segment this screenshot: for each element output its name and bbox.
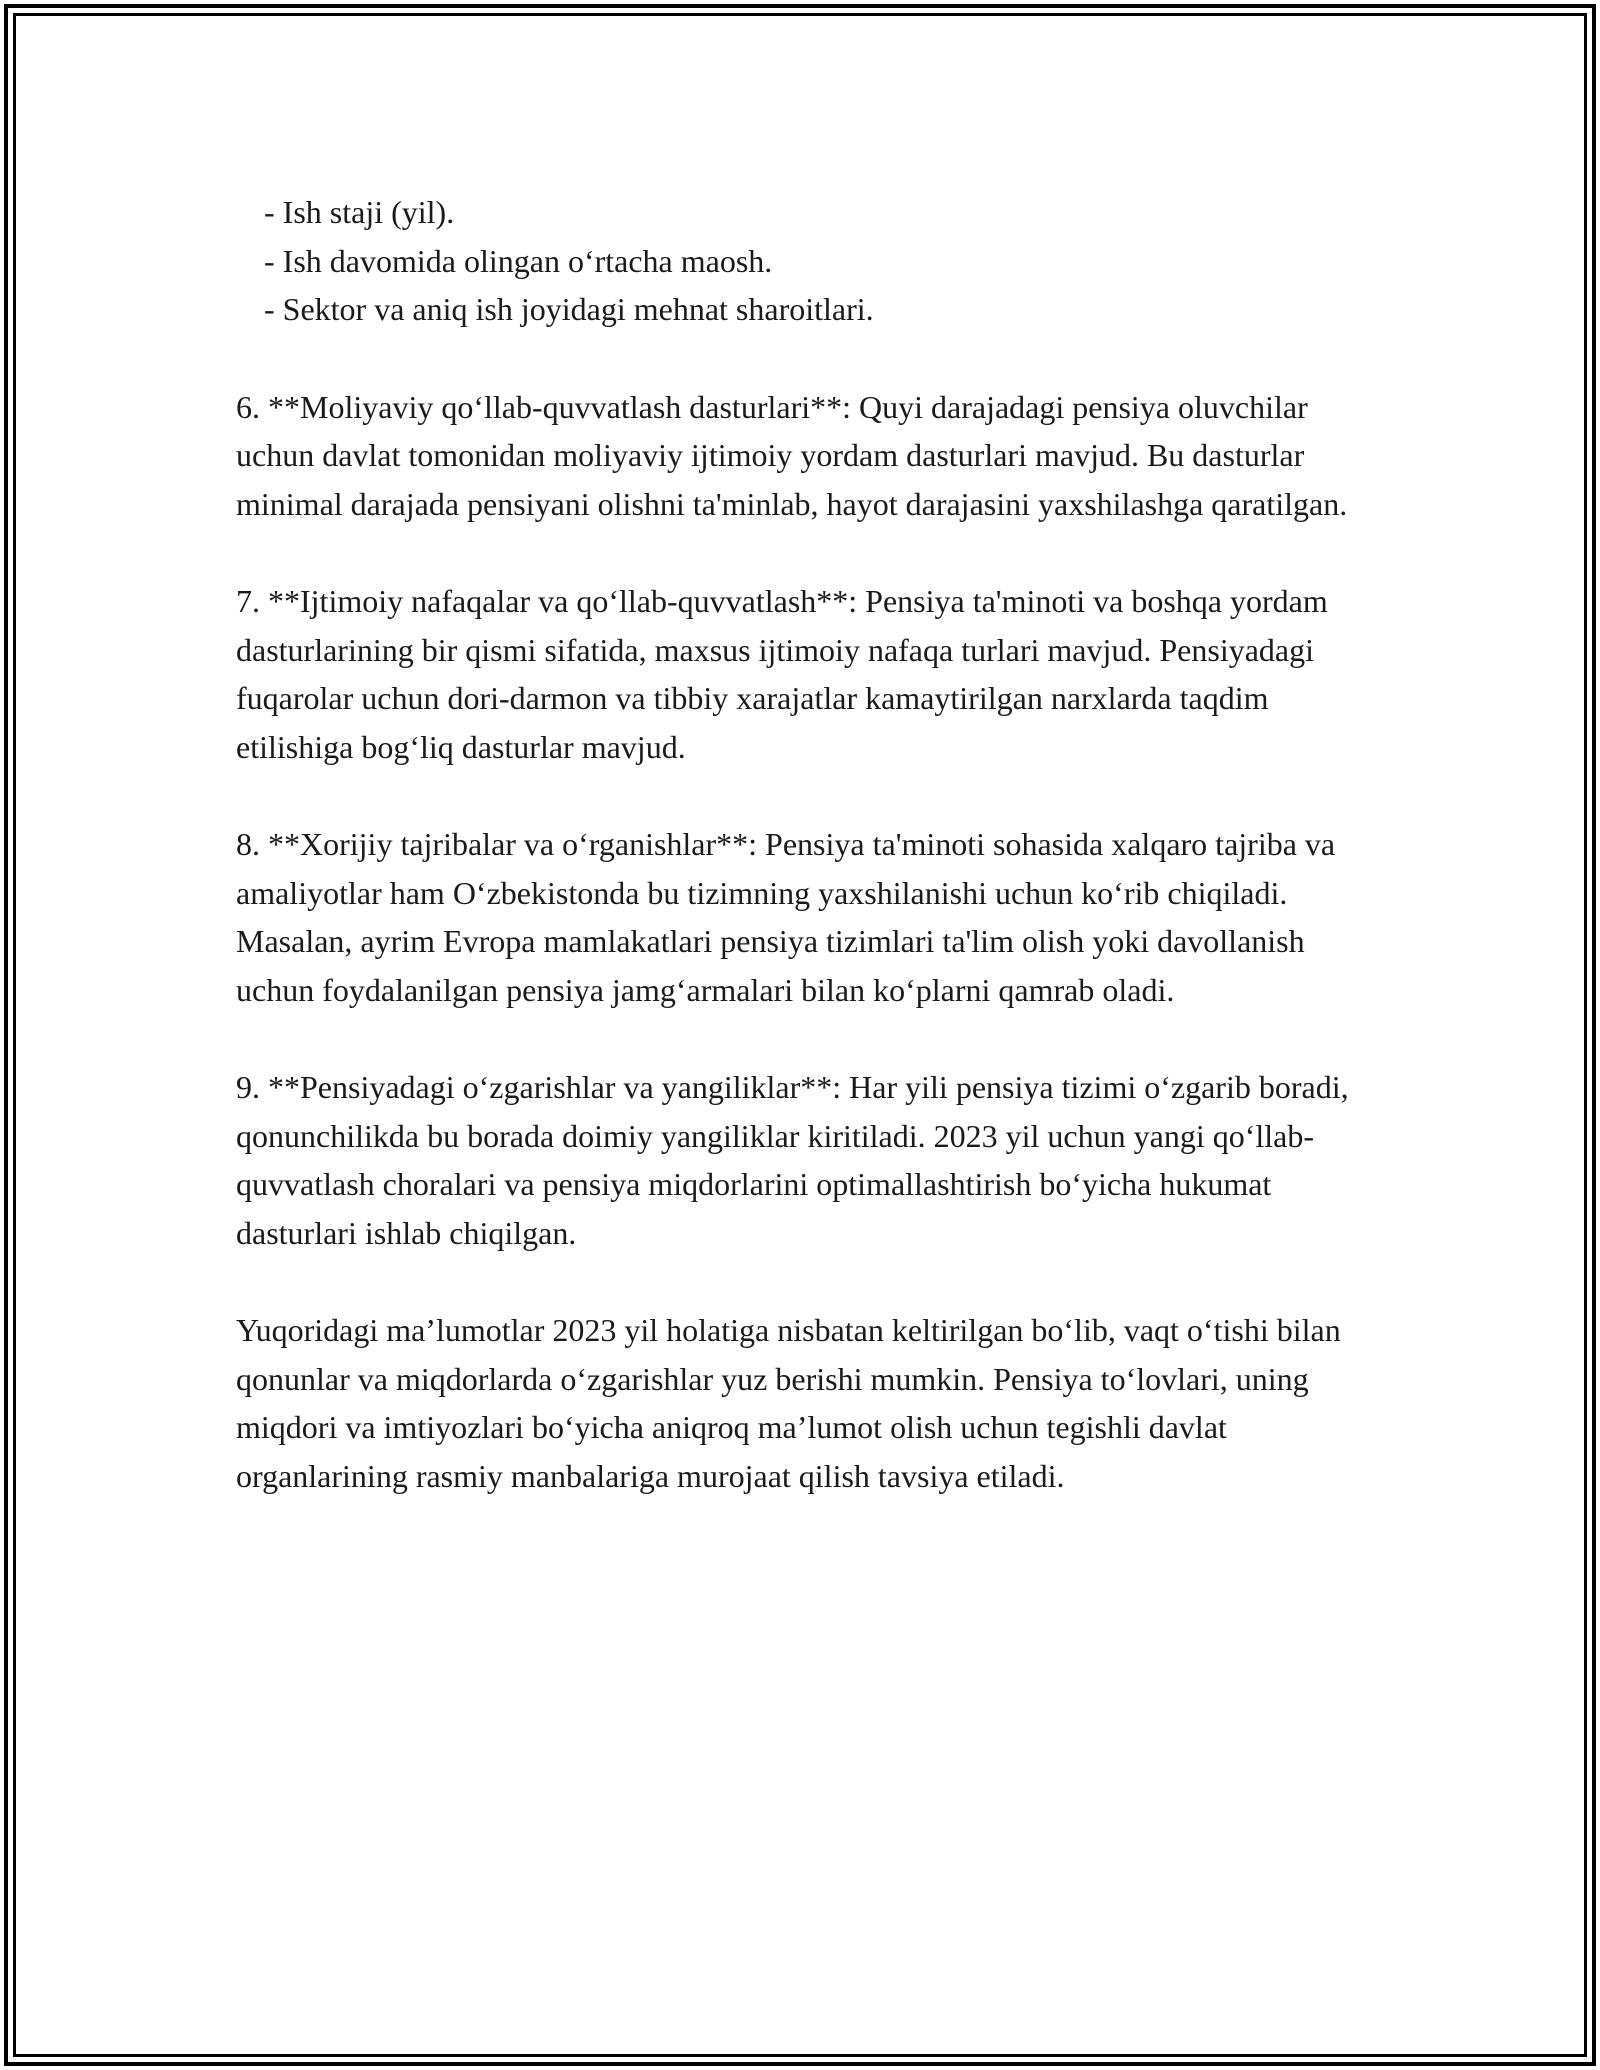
paragraph-social-benefits: 7. **Ijtimoiy nafaqalar va qo‘llab-quvvatlash**: Pensiya ta'minoti va boshqa yordam dasturlarining bir qismi sifatida, maxsus ijtimoiy nafaqa turlari mavjud. Pensiyadagi fuqarolar uchun dori-darmon va tibbiy xarajatlar kamaytirilgan narxlarda taqdim etilishiga bog‘liq dasturlar mavjud. bbox=[236, 583, 1328, 765]
bullet-list bbox=[236, 188, 1376, 334]
paragraph-financial-support: 6. **Moliyaviy qo‘llab-quvvatlash dasturlari**: Quyi darajadagi pensiya oluvchilar uchun davlat tomonidan moliyaviy ijtimoiy yordam dasturlari mavjud. Bu dasturlar minimal darajada pensiyani olishni ta'minlab, hayot darajasini yaxshilashga qaratilgan. bbox=[236, 388, 1348, 522]
bullet-item-working-conditions: - Sektor va aniq ish joyidagi mehnat sharoitlari. bbox=[264, 291, 874, 327]
paragraph-conclusion: Yuqoridagi ma’lumotlar 2023 yil holatiga nisbatan keltirilgan bo‘lib, vaqt o‘tishi bilan qonunlar va miqdorlarda o‘zgarishlar yuz berishi mumkin. Pensiya to‘lovlari, uning miqdori va imtiyozlari bo‘yicha aniqroq ma’lumot olish uchun tegishli davlat organlarining rasmiy manbalariga murojaat qilish tavsiya etiladi. bbox=[236, 1312, 1341, 1494]
paragraph-pension-changes: 9. **Pensiyadagi o‘zgarishlar va yangiliklar**: Har yili pensiya tizimi o‘zgarib boradi, qonunchilikda bu borada doimiy yangiliklar kiritiladi. 2023 yil uchun yangi qo‘llab-quvvatlash choralari va pensiya miqdorlarini optimallashtirish bo‘yicha hukumat dasturlari ishlab chiqilgan. bbox=[236, 1069, 1349, 1251]
paragraph-foreign-experience: 8. **Xorijiy tajribalar va o‘rganishlar**: Pensiya ta'minoti sohasida xalqaro tajriba va amaliyotlar ham O‘zbekistonda bu tizimning yaxshilanishi uchun ko‘rib chiqiladi. Masalan, ayrim Evropa mamlakatlari pensiya tizimlari ta'lim olish yoki davollanish uchun foydalanilgan pensiya jamg‘armalari bilan ko‘plarni qamrab oladi. bbox=[236, 826, 1336, 1008]
bullet-item-work-experience: - Ish staji (yil). bbox=[264, 194, 455, 230]
document-body bbox=[236, 188, 1376, 1500]
bullet-item-average-salary: - Ish davomida olingan o‘rtacha maosh. bbox=[264, 242, 773, 279]
